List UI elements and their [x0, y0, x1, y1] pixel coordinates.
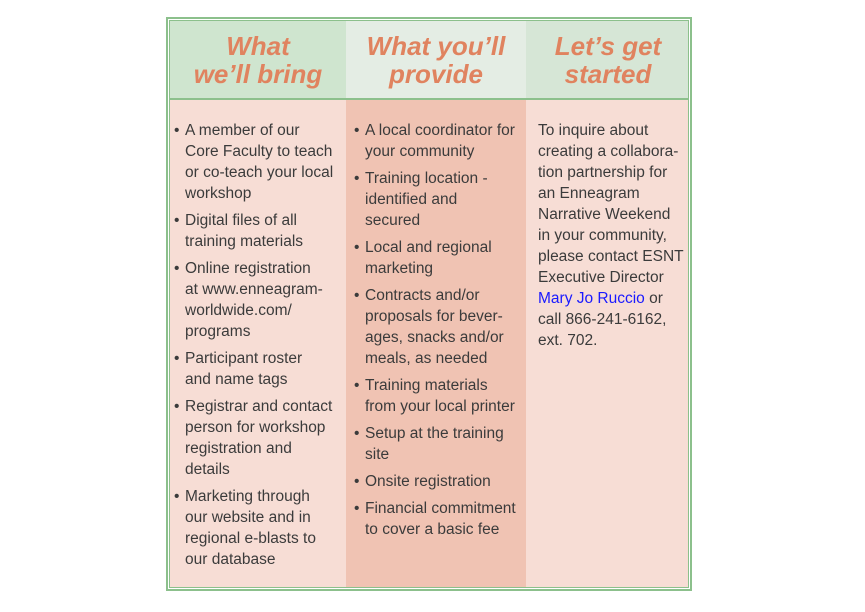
- header-what-youll-provide: [346, 21, 526, 98]
- list-item-line: from your local printer: [365, 398, 515, 415]
- inquire-text: [538, 120, 686, 288]
- list-item: [354, 498, 524, 540]
- list-item-line: identified and: [365, 191, 458, 208]
- bullet-icon: •: [354, 239, 360, 256]
- bullet-icon: •: [354, 170, 360, 187]
- bullet-icon: •: [354, 287, 360, 304]
- bullet-icon: •: [354, 122, 360, 139]
- bullet-icon: •: [174, 260, 180, 277]
- bullet-icon: •: [174, 122, 180, 139]
- contact-line: [538, 288, 686, 309]
- text-line: Narrative Weekend: [538, 206, 671, 223]
- list-item: [174, 258, 340, 342]
- text-line: in your community,: [538, 227, 667, 244]
- bullet-icon: •: [174, 212, 180, 229]
- column-get-started: [526, 100, 689, 587]
- list-item-line: or co-teach your local: [185, 164, 334, 181]
- list-item-line: Contracts and/or: [365, 287, 480, 304]
- list-item-line: Training materials: [365, 377, 488, 394]
- list-item: [354, 168, 524, 231]
- text-line: To inquire about: [538, 122, 649, 139]
- list-item-line: person for workshop: [185, 419, 326, 436]
- bullet-icon: •: [354, 425, 360, 442]
- list-item-line: Financial commitment: [365, 500, 516, 517]
- text-line: ext. 702.: [538, 332, 598, 349]
- bullet-icon: •: [354, 377, 360, 394]
- phone-text: [538, 309, 686, 351]
- list-item-line: Local and regional: [365, 239, 492, 256]
- provide-list: [354, 120, 524, 540]
- list-item-line: your community: [365, 143, 475, 160]
- list-item-line: our database: [185, 551, 276, 568]
- list-item-line: A local coordinator for: [365, 122, 515, 139]
- list-item-line: registration and: [185, 440, 292, 457]
- list-item-line: proposals for bever-: [365, 308, 503, 325]
- list-item-line: to cover a basic fee: [365, 521, 500, 538]
- list-item-line: our website and in: [185, 509, 311, 526]
- info-table: [169, 20, 689, 588]
- list-item-line: Onsite registration: [365, 473, 491, 490]
- list-item: [354, 120, 524, 162]
- list-item: [174, 486, 340, 570]
- list-item: [354, 423, 524, 465]
- list-item-line: Training location -: [365, 170, 488, 187]
- list-item-line: training materials: [185, 233, 304, 250]
- list-item-line: worldwide.com/: [185, 302, 292, 319]
- bullet-icon: •: [354, 500, 360, 517]
- header-line: we’ll bring: [193, 58, 323, 89]
- list-item: [354, 471, 524, 492]
- list-item: [174, 348, 340, 390]
- list-item-line: ages, snacks and/or: [365, 329, 504, 346]
- list-item-line: secured: [365, 212, 421, 229]
- list-item-line: Setup at the training: [365, 425, 504, 442]
- list-item-line: details: [185, 461, 230, 478]
- list-item-line: A member of our: [185, 122, 300, 139]
- text-line: Executive Director: [538, 269, 664, 286]
- contact-name-link[interactable]: Mary Jo Ruccio: [538, 290, 645, 307]
- header-line: What: [226, 30, 290, 61]
- text-line: tion partnership for: [538, 164, 668, 181]
- text-line: creating a collabora-: [538, 143, 679, 160]
- list-item-line: workshop: [185, 185, 252, 202]
- header-line: provide: [389, 58, 483, 89]
- column-we-bring: [170, 100, 346, 587]
- bullet-icon: •: [174, 398, 180, 415]
- list-item-line: Registrar and contact: [185, 398, 333, 415]
- list-item-line: Online registration: [185, 260, 311, 277]
- list-item-line: Marketing through: [185, 488, 310, 505]
- bullet-icon: •: [174, 350, 180, 367]
- list-item: [174, 120, 340, 204]
- list-item: [174, 396, 340, 480]
- bring-list: [174, 120, 340, 570]
- list-item-line: site: [365, 446, 390, 463]
- list-item: [354, 375, 524, 417]
- list-item-line: programs: [185, 323, 251, 340]
- list-item-line: Participant roster: [185, 350, 303, 367]
- header-line: What you’ll: [366, 30, 506, 61]
- header-line: started: [564, 58, 652, 89]
- bullet-icon: •: [174, 488, 180, 505]
- header-line: Let’s get: [554, 30, 662, 61]
- list-item: [354, 237, 524, 279]
- header-what-well-bring: [170, 21, 346, 98]
- text-line: call 866-241-6162,: [538, 311, 667, 328]
- list-item: [174, 210, 340, 252]
- list-item-line: Core Faculty to teach: [185, 143, 333, 160]
- list-item-line: regional e-blasts to: [185, 530, 316, 547]
- list-item-line: Digital files of all: [185, 212, 297, 229]
- header-lets-get-started: [526, 21, 689, 98]
- list-item-line: meals, as needed: [365, 350, 488, 367]
- text-line: please contact ESNT: [538, 248, 684, 265]
- text-line: an Enneagram: [538, 185, 640, 202]
- contact-or: or: [644, 290, 663, 307]
- bullet-icon: •: [354, 473, 360, 490]
- list-item-line: marketing: [365, 260, 434, 277]
- list-item-line: and name tags: [185, 371, 288, 388]
- column-you-provide: [346, 100, 526, 587]
- list-item-line: at www.enneagram-: [185, 281, 323, 298]
- list-item: [354, 285, 524, 369]
